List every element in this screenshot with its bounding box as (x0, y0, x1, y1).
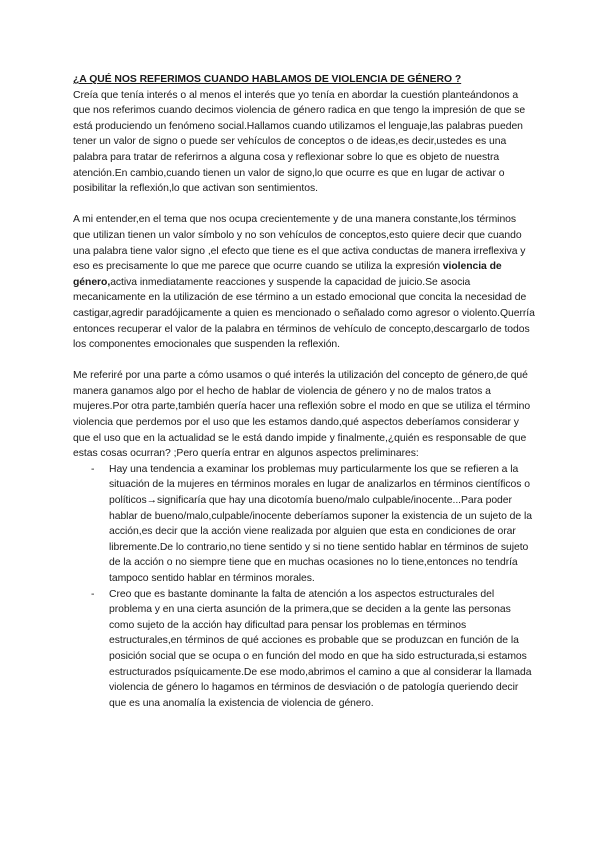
paragraph-2-part-2: activa inmediatamente reacciones y suspende la capacidad de juicio.Se asocia mecanicamente en la utilización de ese término a un estado emocional que concita la necesidad de castigar,agredir paradójicamente a quien es mencionado o señalado como agresor o violento.Querría entonces recuperar el valor de la palabra en términos de vehículo de concepto,descargarlo de todos los componentes emocionales que suspenden la reflexión. (73, 276, 535, 351)
list-item-text: Creo que es bastante dominante la falta de atención a los aspectos estructurales del problema y en una cierta asunción de la primera,que se deciden a la gente las personas como sujeto de la acción hay dificultad para pensar los problemas en términos estructurales,en términos de qué acciones es probable que se produzcan en función de la posición social que se ocupa o en función del modo en que ha sido estructurada,si estamos estructurados psíquicamente.De ese modo,abrimos el camino a que al considerar la llamada violencia de género lo hagamos en términos de desviación o de patología queriendo decir que es una anomalía la existencia de violencia de género. (109, 588, 532, 709)
paragraph-2-part-1: A mi entender,en el tema que nos ocupa crecientemente y de una manera constante,los términos que utilizan tienen un valor símbolo y no son vehículos de conceptos,esto quiere decir que cuando una palabra tiene valor signo ,el efecto que tiene es el que activa conductas de manera irreflexiva y eso es precisamente lo que me parece que ocurre cuando se utiliza la expresión (73, 214, 526, 273)
document-title: ¿A QUÉ NOS REFERIMOS CUANDO HABLAMOS DE VIOLENCIA DE GÉNERO ? (73, 74, 462, 85)
list-item (73, 462, 535, 587)
document-body (73, 72, 535, 711)
dash-marker: - (91, 588, 95, 600)
dash-marker: - (91, 463, 95, 475)
list-item (73, 587, 535, 712)
paragraph-1: Creía que tenía interés o al menos el interés que yo tenía en abordar la cuestión planteándonos a que nos referimos cuando decimos violencia de género radica en que tengo la impresión de que se está produciendo un fenómeno social.Hallamos cuando utilizamos el lenguaje,las palabras pueden tener un valor de signo o puede ser vehículos de conceptos o de ideas,es decir,ustedes es una palabra para tratar de referirnos a alguna cosa y reflexionar sobre lo que es objeto de nuestra atención.En cambio,cuando tienen un valor de signo,lo que ocurre es que en lugar de activar o posibilitar la reflexión,lo que activan son sentimientos. (73, 89, 526, 195)
paragraph-2-bold-term: violencia de género, (73, 261, 502, 288)
bullet-list (73, 462, 535, 712)
list-item-text: Hay una tendencia a examinar los problemas muy particularmente los que se refieren a la situación de la mujeres en términos morales en lugar de analizarlos en términos científicos o políticos→significaría que hay una dicotomía bueno/malo culpable/inocente...Para poder hablar de bueno/malo,culpable/inocente deberíamos suponer la existencia de un sujeto de la acción,es decir que la acción viene realizada por alguien que esta en condiciones de orar libremente.De lo contrario,no tiene sentido y si no tiene sentido hablar en términos de sujeto de la acción o no siempre tiene que en muchas ocasiones no lo tiene,entonces no tendría tampoco sentido hablar en términos morales. (109, 463, 532, 584)
paragraph-3: Me referiré por una parte a cómo usamos o qué interés la utilización del concepto de género,de qué manera ganamos algo por el hecho de hablar de violencia de género y no de malos tratos a mujeres.Por otra parte,también quería hacer una reflexión sobre el modo en que se utiliza el término violencia que perdemos por el uso que les estamos dando,qué aspectos deberíamos considerar y que el uso que en la actualidad se le está dando impide y finalmente,¿quién es responsable de que estas cosas ocurran? ;Pero quería entrar en algunos aspectos preliminares: (73, 370, 531, 460)
paragraph-gap (73, 197, 535, 213)
paragraph-gap (73, 353, 535, 369)
paragraph-2 (73, 212, 535, 352)
